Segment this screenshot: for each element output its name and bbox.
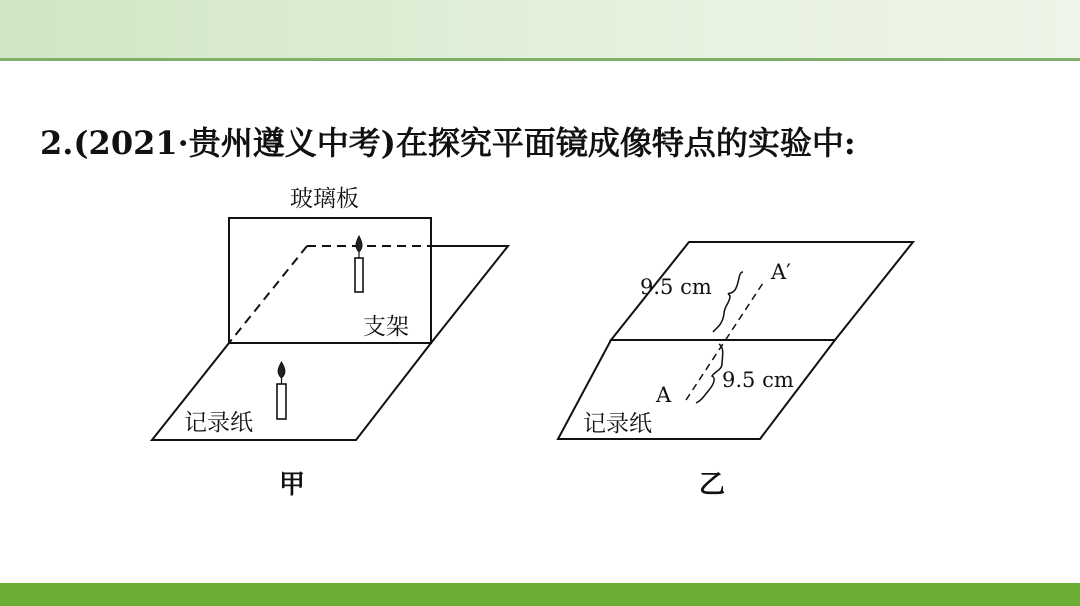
record-paper-label-right: 记录纸 [583, 411, 652, 437]
caption-yi: 乙 [699, 470, 726, 500]
stand-plane [431, 246, 508, 343]
figure-left [152, 218, 508, 440]
brace-top [713, 272, 743, 332]
glass-plate-label: 玻璃板 [290, 186, 359, 212]
caption-jia: 甲 [279, 470, 306, 500]
record-paper-label-left: 记录纸 [184, 410, 253, 436]
flame-object-icon [278, 362, 285, 378]
object-point-label: A [656, 383, 672, 407]
footer-band [0, 583, 1080, 606]
flame-image-icon [356, 236, 362, 252]
stand-dashed-left [229, 246, 307, 343]
question-title: 2.(2021·贵州遵义中考)在探究平面镜成像特点的实验中: [40, 124, 856, 162]
stand-label: 支架 [363, 314, 409, 340]
figure-right [558, 242, 913, 439]
candle-image [355, 258, 363, 292]
distance-top-label: 9.5 cm [640, 275, 712, 299]
candle-object [277, 384, 286, 419]
brace-bottom [696, 344, 723, 403]
distance-bottom-label: 9.5 cm [722, 368, 794, 392]
image-point-label: A′ [771, 260, 791, 284]
